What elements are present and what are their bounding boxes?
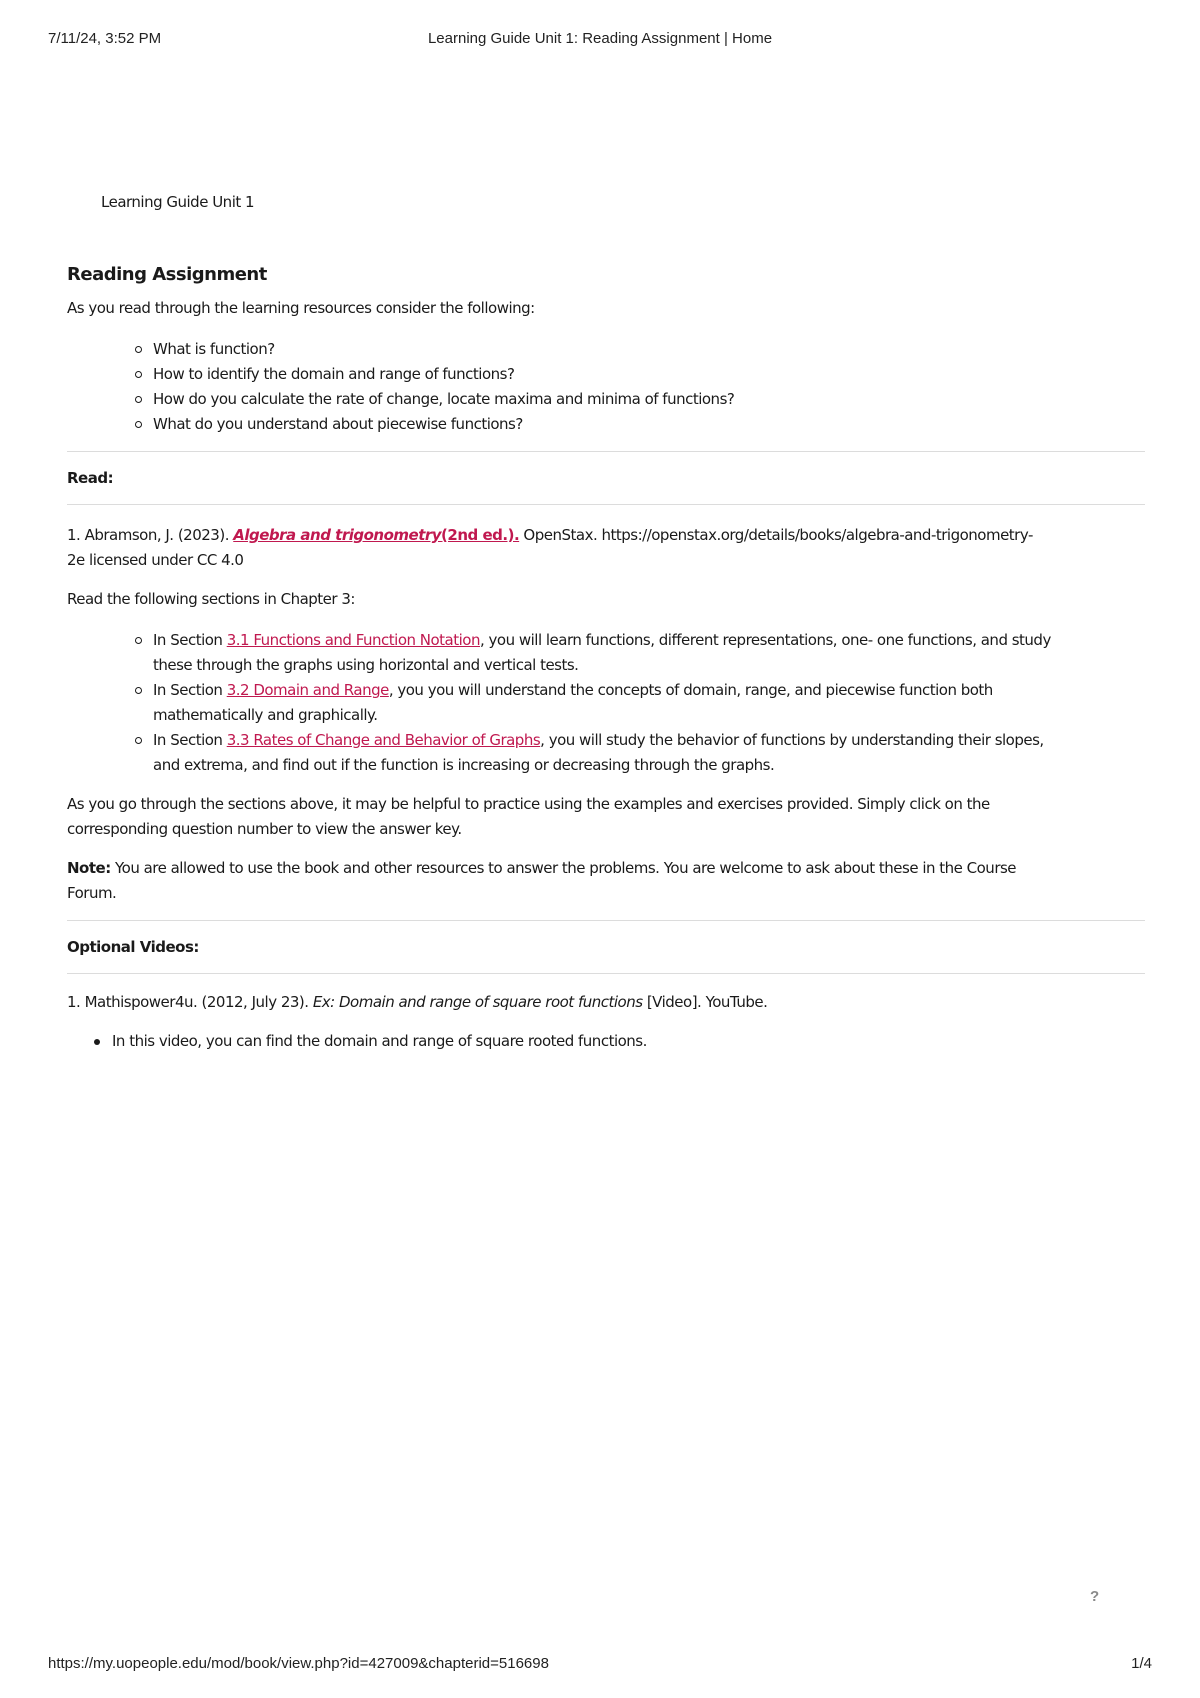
list-item: In Section 3.3 Rates of Change and Behavior of Graphs, you will study the behavior of functions by understanding their slopes, and extrema, and find out if the function is increasing or decreasing through the graphs.: [135, 728, 1145, 778]
list-item: How do you calculate the rate of change, locate maxima and minima of functions?: [135, 387, 1145, 412]
book-chapter-content: [67, 190, 1145, 1054]
section-list: [135, 628, 1145, 778]
video-reference: 1. Mathispower4u. (2012, July 23). Ex: Domain and range of square root functions [Video]. YouTube.: [67, 993, 768, 1011]
read-label: Read:: [67, 469, 114, 487]
breadcrumb[interactable]: Learning Guide Unit 1: [101, 193, 255, 211]
note-text: Note: You are allowed to use the book and other resources to answer the problems. You are welcome to ask about these in the Course Forum.: [67, 859, 1017, 902]
list-item: How to identify the domain and range of functions?: [135, 362, 1145, 387]
section-3-2-link[interactable]: 3.2 Domain and Range: [226, 681, 389, 699]
list-item: In Section 3.1 Functions and Function Notation, you will learn functions, different representations, one- one functions, and study these through the graphs using horizontal and vertical tests.: [135, 628, 1145, 678]
list-item: What do you understand about piecewise functions?: [135, 412, 1145, 437]
chapter-intro: Read the following sections in Chapter 3:: [67, 590, 355, 608]
video-title: Ex: Domain and range of square root functions: [312, 993, 643, 1011]
print-url: https://my.uopeople.edu/mod/book/view.php?id=427009&chapterid=516698: [48, 1655, 549, 1672]
intro-text: As you read through the learning resources consider the following:: [67, 299, 535, 317]
reference-prefix: 1. Abramson, J. (2023).: [67, 526, 234, 544]
print-header: [48, 30, 1152, 52]
divider: [67, 973, 1145, 974]
video-notes-list: [94, 1029, 1145, 1054]
print-footer: [48, 1655, 1152, 1677]
note-label: Note:: [67, 859, 111, 877]
practice-text: As you go through the sections above, it may be helpful to practice using the examples and exercises provided. Simply click on the corresponding question number to view the answer key.: [67, 795, 990, 838]
guiding-questions-list: [135, 337, 1145, 437]
print-datetime: 7/11/24, 3:52 PM: [48, 30, 162, 47]
reference-suffix: OpenStax. https://openstax.org/details/books/algebra-and-trigonometry-: [519, 526, 1033, 544]
help-icon[interactable]: ?: [1090, 1588, 1100, 1605]
list-item: What is function?: [135, 337, 1145, 362]
divider: [67, 451, 1145, 452]
reference-license: 2e licensed under CC 4.0: [67, 551, 244, 569]
optional-videos-label: Optional Videos:: [67, 938, 199, 956]
divider: [67, 920, 1145, 921]
print-page-title: Learning Guide Unit 1: Reading Assignment | Home: [427, 30, 773, 47]
print-page-number: 1/4: [1131, 1655, 1152, 1672]
divider: [67, 504, 1145, 505]
list-item: In Section 3.2 Domain and Range, you you will understand the concepts of domain, range, and piecewise function both mathematically and graphically.: [135, 678, 1145, 728]
textbook-link[interactable]: Algebra and trigonometry(2nd ed.).: [233, 526, 520, 544]
section-3-1-link[interactable]: 3.1 Functions and Function Notation: [226, 631, 480, 649]
section-3-3-link[interactable]: 3.3 Rates of Change and Behavior of Graphs: [226, 731, 541, 749]
page-title: Reading Assignment: [67, 264, 267, 285]
list-item: In this video, you can find the domain and range of square rooted functions.: [94, 1029, 1145, 1054]
reading-reference: [67, 523, 1145, 573]
